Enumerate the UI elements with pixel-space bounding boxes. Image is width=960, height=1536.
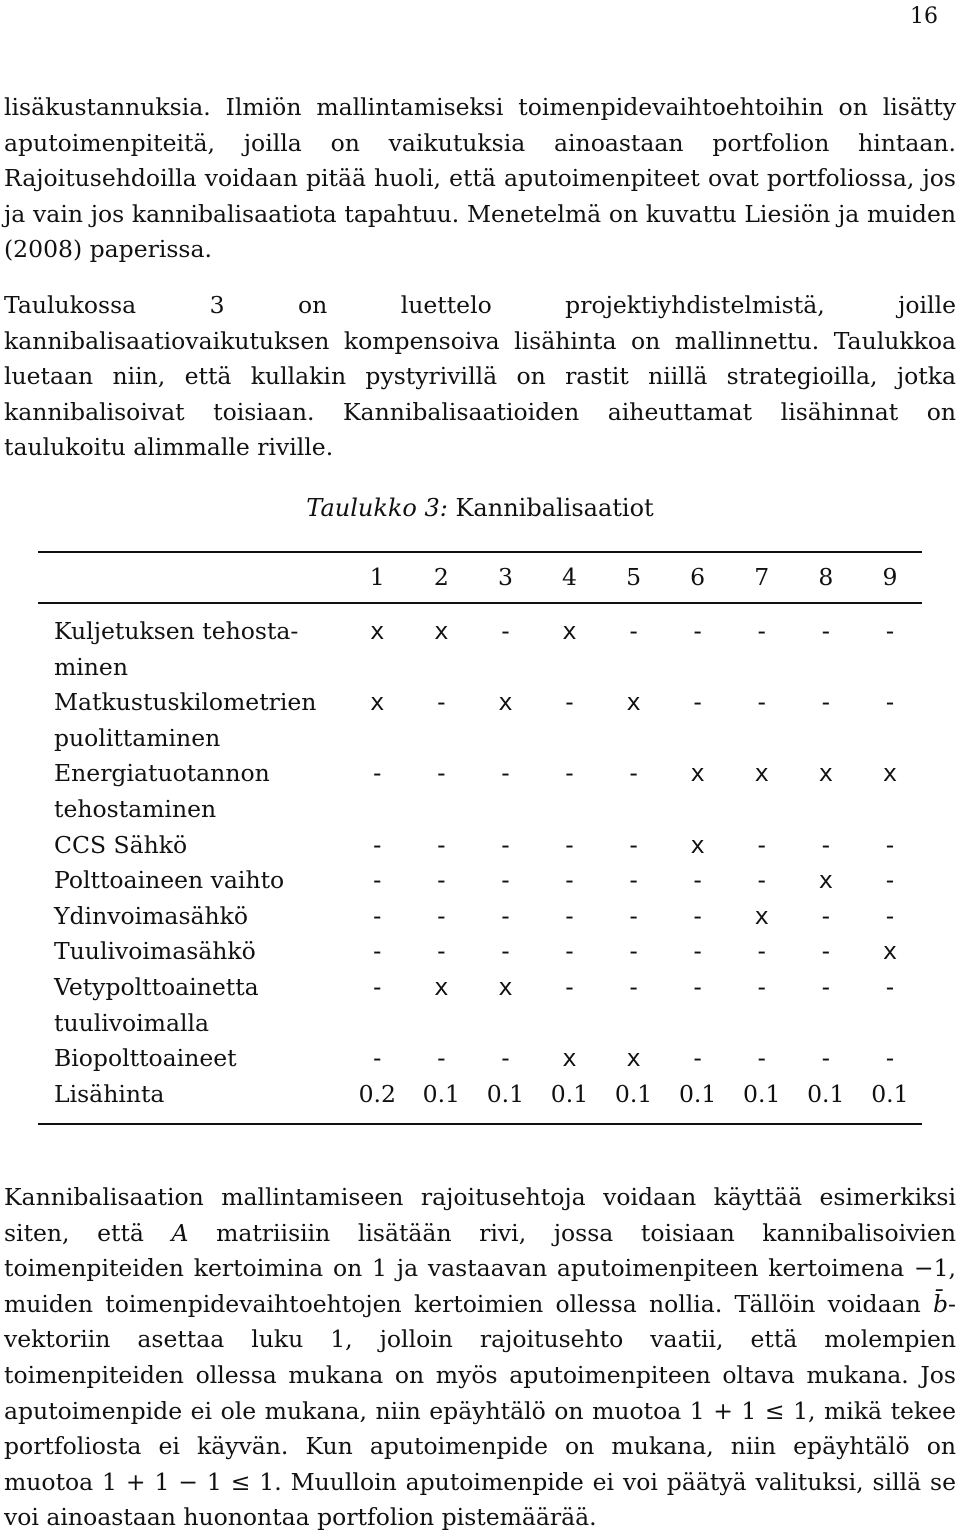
table-top-rule — [38, 551, 922, 553]
table-cell: x — [498, 688, 513, 717]
table-cell: - — [626, 830, 641, 859]
table-cell: - — [370, 937, 385, 966]
table-cell: - — [690, 688, 705, 717]
column-header: 5 — [626, 563, 642, 591]
table-cell: - — [370, 866, 385, 895]
column-header: 9 — [882, 563, 898, 591]
row-label: Lisähinta — [54, 1079, 165, 1108]
table-cell: x — [370, 617, 385, 645]
table-row — [38, 899, 922, 935]
table-cell: - — [626, 866, 641, 895]
table-cell: - — [434, 937, 449, 966]
table-cell: - — [562, 901, 577, 930]
table-body — [38, 602, 922, 1122]
table-cell: 0.1 — [486, 1079, 525, 1108]
table-cell: - — [562, 937, 577, 966]
table-cell: - — [690, 866, 705, 895]
table-cell: - — [690, 937, 705, 966]
table-cell: 0.1 — [807, 1079, 845, 1108]
column-header: 8 — [818, 563, 834, 591]
table-cell: - — [562, 688, 577, 717]
table-cell: x — [562, 1044, 577, 1073]
table-cell: - — [882, 901, 898, 930]
table-cell: - — [818, 830, 834, 859]
table-row — [38, 685, 922, 756]
table-header-empty — [38, 560, 345, 602]
row-label: Kuljetuksen tehosta-minen — [54, 617, 299, 681]
table-cell: - — [434, 866, 449, 895]
table-cell: 0.1 — [422, 1079, 461, 1108]
table-cell: x — [370, 688, 385, 717]
table-cell: - — [562, 830, 577, 859]
table-cell: - — [690, 901, 705, 930]
table-cell: - — [754, 972, 769, 1001]
table-header-row — [38, 560, 922, 602]
table-row — [38, 602, 922, 685]
row-label: CCS Sähkö — [54, 830, 188, 859]
table-cell: - — [818, 937, 834, 966]
table-cell: - — [626, 759, 641, 788]
row-label: Energiatuotannon tehostaminen — [54, 759, 270, 823]
table-cell: - — [882, 617, 898, 645]
table-cell: - — [498, 937, 513, 966]
table-cell: - — [626, 901, 641, 930]
column-header: 2 — [433, 563, 449, 591]
table-cell: 0.2 — [358, 1079, 396, 1108]
table-cell: - — [498, 617, 513, 645]
table-cell: - — [370, 759, 385, 788]
table-cell: 0.1 — [871, 1079, 909, 1108]
table-caption — [0, 490, 960, 526]
row-label: Biopolttoaineet — [54, 1044, 237, 1073]
table-cell: x — [690, 830, 705, 859]
paragraph-constraints: Kannibalisaation mallintamiseen rajoitusehtoja voidaan käyttää esimerkiksi siten, että A matriisiin lisätään rivi, jossa toisiaan kannibalisoivien toimenpiteiden kertoimina on 1 ja vastaavan aputoimenpiteen kertoimena −1, muiden toimenpidevaihtoehtojen kertoimien ollessa nollia. Tällöin voidaan b̄-vektoriin asettaa luku 1, jolloin rajoitusehto vaatii, että molempien toimenpiteiden ollessa mukana on myös aputoimenpiteen oltava mukana. Jos aputoimenpide ei ole mukana, niin epäyhtälö on muotoa 1 + 1 ≤ 1, mikä tekee portfoliosta ei käyvän. Kun aputoimenpide on mukana, niin epäyhtälö on muotoa 1 + 1 − 1 ≤ 1. Muulloin aputoimenpide ei voi päätyä valituksi, sillä se voi ainoastaan huonontaa portfolion pistemäärää. — [4, 1183, 956, 1532]
row-label: Matkustuskilometrien puolittaminen — [54, 688, 317, 752]
table-cell: - — [818, 972, 834, 1001]
table-cell: - — [562, 866, 577, 895]
table-cell: - — [434, 830, 449, 859]
table-cell: - — [370, 830, 385, 859]
table-cell: - — [498, 901, 513, 930]
table-cell: - — [498, 1044, 513, 1073]
table-cell: - — [498, 759, 513, 788]
table-caption-label: Taulukko 3: — [306, 494, 448, 522]
table-cell: x — [818, 866, 834, 895]
table-cell: - — [754, 617, 769, 645]
table-row — [38, 828, 922, 864]
table-cell: - — [370, 901, 385, 930]
table-cell: x — [626, 688, 641, 717]
table-cell: - — [754, 866, 769, 895]
table-cell: 0.1 — [743, 1079, 781, 1108]
table-row — [38, 756, 922, 827]
table-cell: - — [498, 830, 513, 859]
table-cell: - — [690, 972, 705, 1001]
row-label: Vetypolttoainetta tuulivoimalla — [54, 972, 259, 1037]
table-cell: - — [562, 759, 577, 788]
table-cell: x — [754, 901, 769, 930]
table-cell: x — [562, 617, 577, 645]
table-cell: - — [882, 866, 898, 895]
table-cell: x — [882, 759, 898, 788]
table-cell: x — [434, 972, 449, 1001]
table-cell: x — [818, 759, 834, 788]
row-label: Ydinvoimasähkö — [54, 901, 249, 930]
table-row — [38, 934, 922, 970]
table-cell: x — [882, 937, 898, 966]
column-header: 1 — [369, 563, 385, 591]
table-cell: - — [754, 688, 769, 717]
table-row — [38, 1077, 922, 1123]
table-cell: - — [370, 1044, 385, 1073]
table-cell: x — [754, 759, 769, 788]
cannibalization-table — [38, 560, 922, 1122]
table-cell: - — [370, 972, 385, 1001]
table-cell: - — [434, 901, 449, 930]
column-header: 3 — [497, 563, 513, 591]
page-number: 16 — [910, 4, 938, 29]
table-cell: - — [818, 617, 834, 645]
table-cell: - — [818, 688, 834, 717]
table-cell: x — [690, 759, 705, 788]
column-header: 4 — [562, 563, 577, 591]
row-label: Polttoaineen vaihto — [54, 866, 285, 895]
table-cell: x — [434, 617, 449, 645]
table-cell: - — [882, 830, 898, 859]
table-cell: 0.1 — [678, 1079, 717, 1108]
table-cell: - — [434, 1044, 449, 1073]
paragraph-table-description: Taulukossa 3 on luettelo projektiyhdistelmistä, joille kannibalisaatiovaikutuksen kompensoiva lisähinta on mallinnettu. Taulukkoa luetaan niin, että kullakin pystyrivillä on rastit niillä strategioilla, jotka kannibalisoivat toisiaan. Kannibalisaatioiden aiheuttamat lisähinnat on taulukoitu alimmalle riville. — [4, 291, 956, 462]
row-label: Tuulivoimasähkö — [54, 937, 256, 966]
column-header: 7 — [754, 563, 770, 591]
table-cell: - — [882, 1044, 898, 1073]
column-header: 6 — [690, 563, 706, 591]
table-cell: - — [626, 972, 641, 1001]
table-cell: - — [434, 759, 449, 788]
table-cell: 0.1 — [550, 1079, 589, 1108]
table-cell: - — [498, 866, 513, 895]
table-cell: - — [690, 617, 705, 645]
table-cell: - — [626, 937, 641, 966]
table-cell: - — [882, 688, 898, 717]
table-bottom-rule — [38, 1123, 922, 1125]
table-cell: - — [818, 1044, 834, 1073]
table-cell: - — [626, 617, 641, 645]
table-cell: - — [754, 830, 769, 859]
paragraph-intro: lisäkustannuksia. Ilmiön mallintamiseksi toimenpidevaihtoehtoihin on lisätty aputoimenpiteitä, joilla on vaikutuksia ainoastaan portfolion hintaan. Rajoitusehdoilla voidaan pitää huoli, että aputoimenpiteet ovat portfoliossa, jos ja vain jos kannibalisaatiota tapahtuu. Menetelmä on kuvattu Liesiön ja muiden (2008) paperissa. — [4, 93, 956, 264]
table-cell: 0.1 — [614, 1079, 653, 1108]
table-cell: - — [754, 937, 769, 966]
table-cell: - — [882, 972, 898, 1001]
table-row — [38, 863, 922, 899]
table-caption-title: Kannibalisaatiot — [455, 494, 654, 522]
table-cell: - — [434, 688, 449, 717]
table-cell: - — [690, 1044, 705, 1073]
table-cell: x — [626, 1044, 641, 1073]
table-row — [38, 1041, 922, 1077]
table-cell: x — [498, 972, 513, 1001]
table-row — [38, 970, 922, 1041]
table-cell: - — [562, 972, 577, 1001]
table-cell: - — [818, 901, 834, 930]
table-cell: - — [754, 1044, 769, 1073]
